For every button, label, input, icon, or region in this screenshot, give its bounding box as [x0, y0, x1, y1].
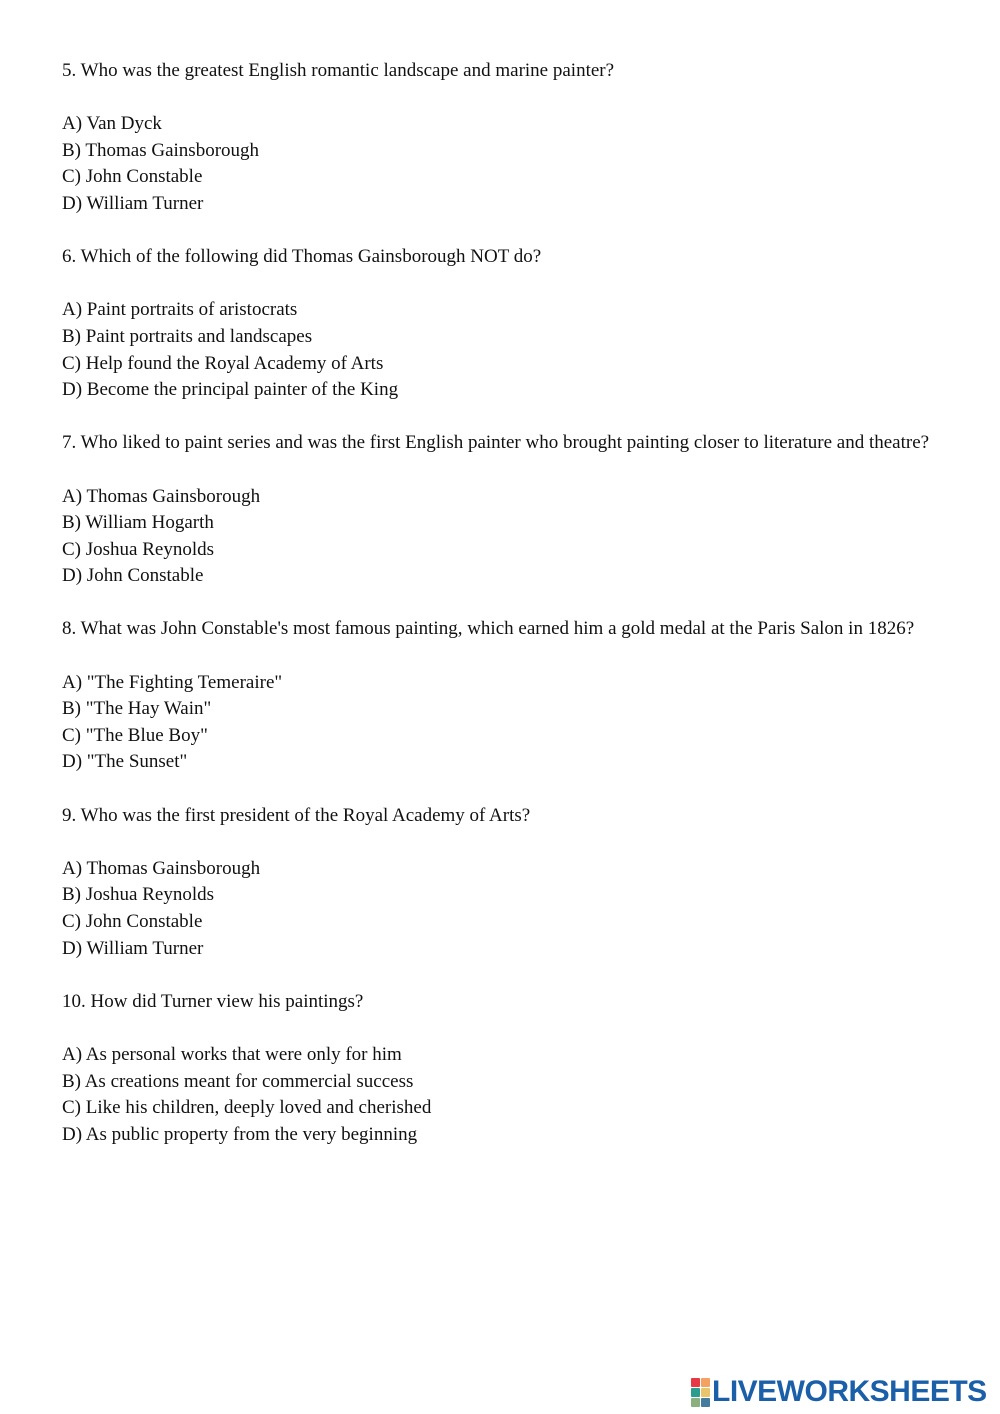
question-text: 8. What was John Constable's most famous painting, which earned him a gold medal at the Paris Salon in 1826? — [62, 618, 915, 640]
option-b: B) Paint portraits and landscapes — [62, 325, 313, 347]
logo-block — [691, 1388, 700, 1397]
option-b: B) As creations meant for commercial success — [62, 1070, 414, 1092]
option-d: D) William Turner — [62, 192, 204, 214]
option-d: D) "The Sunset" — [62, 751, 188, 773]
question-text: 9. Who was the first president of the Royal Academy of Arts? — [62, 804, 531, 826]
option-c: C) John Constable — [62, 911, 203, 932]
question-text: 6. Which of the following did Thomas Gainsborough NOT do? — [62, 246, 542, 268]
option-b: B) Thomas Gainsborough — [62, 139, 260, 161]
option-c: C) Help found the Royal Academy of Arts — [62, 352, 384, 374]
logo-block — [701, 1398, 710, 1407]
logo-block — [701, 1378, 710, 1387]
option-a: A) "The Fighting Temeraire" — [62, 671, 283, 693]
option-a: A) As personal works that were only for him — [62, 1043, 402, 1065]
question-text: 10. How did Turner view his paintings? — [62, 990, 364, 1012]
option-a: A) Thomas Gainsborough — [62, 485, 261, 507]
option-a: A) Van Dyck — [62, 113, 162, 135]
logo-block — [691, 1398, 700, 1407]
option-b: B) William Hogarth — [62, 512, 214, 534]
question-text: 7. Who liked to paint series and was the first English painter who brought painting closer to literature and theatre? — [62, 432, 930, 454]
option-c: C) "The Blue Boy" — [62, 724, 208, 746]
liveworksheets-logo — [691, 1374, 987, 1410]
question-5 — [62, 58, 932, 218]
option-c: C) Joshua Reynolds — [62, 538, 214, 560]
question-text: 5. Who was the greatest English romantic landscape and marine painter? — [62, 60, 615, 81]
option-b: B) "The Hay Wain" — [62, 698, 212, 720]
option-b: B) Joshua Reynolds — [62, 884, 214, 906]
option-c: C) John Constable — [62, 166, 203, 188]
option-a: A) Thomas Gainsborough — [62, 857, 261, 879]
option-c: C) Like his children, deeply loved and cherished — [62, 1097, 432, 1119]
option-d: D) William Turner — [62, 937, 204, 959]
option-d: D) John Constable — [62, 565, 204, 587]
question-10 — [62, 989, 932, 1149]
logo-block — [691, 1378, 700, 1387]
option-a: A) Paint portraits of aristocrats — [62, 299, 298, 321]
worksheet-page — [62, 58, 932, 1175]
logo-blocks-icon — [691, 1378, 710, 1407]
question-6 — [62, 244, 932, 404]
option-d: D) Become the principal painter of the King — [62, 379, 399, 401]
option-d: D) As public property from the very beginning — [62, 1123, 418, 1145]
question-8 — [62, 616, 932, 776]
question-9 — [62, 803, 932, 963]
logo-block — [701, 1388, 710, 1397]
question-7 — [62, 430, 932, 590]
logo-text: LIVEWORKSHEETS — [712, 1375, 987, 1408]
